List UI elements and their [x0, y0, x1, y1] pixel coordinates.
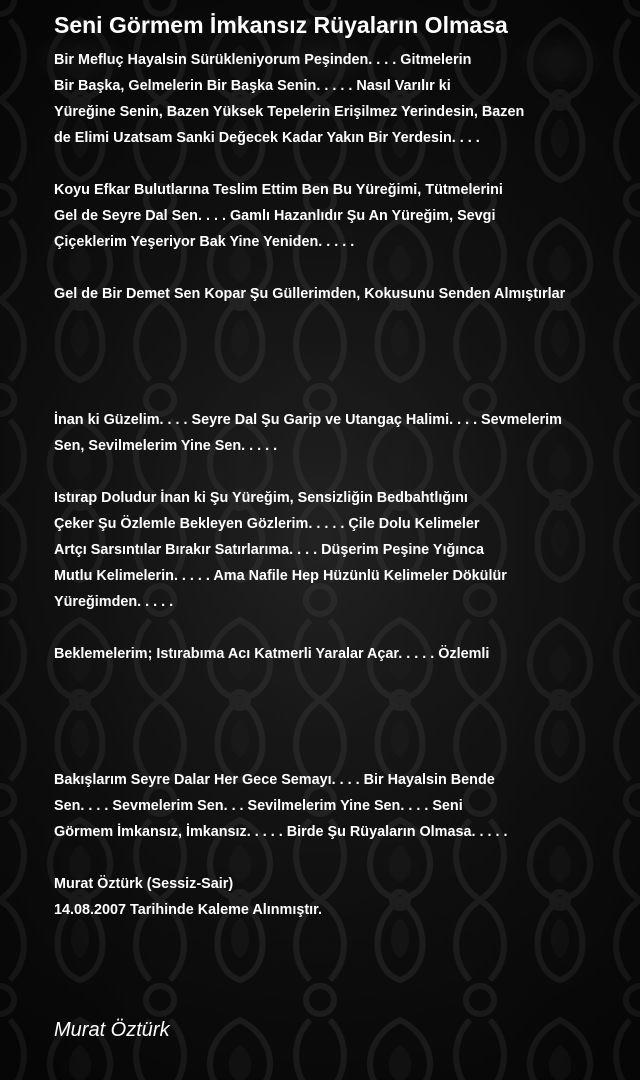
poem-line: Çeker Şu Özlemle Bekleyen Gözlerim. . . . . Çile Dolu Kelimeler [54, 516, 480, 532]
poem-line: Gel de Seyre Dal Sen. . . . Gamlı Hazanlıdır Şu An Yüreğim, Sevgi [54, 208, 496, 224]
poem-line: Koyu Efkar Bulutlarına Teslim Ettim Ben Bu Yüreğimi, Tütmelerini [54, 182, 503, 198]
poem-line: Mutlu Kelimelerin. . . . . Ama Nafile Hep Hüzünlü Kelimeler Dökülür [54, 568, 507, 584]
poem-line: Istırap Doludur İnan ki Şu Yüreğim, Sensizliğin Bedbahtlığını [54, 490, 468, 506]
poem-line: Görmem İmkansız, İmkansız. . . . . Birde Şu Rüyaların Olmasa. . . . . [54, 824, 508, 840]
poem-line: Çiçeklerim Yeşeriyor Bak Yine Yeniden. . . . . [54, 234, 355, 250]
poem-line: Sen. . . . Sevmelerim Sen. . . Sevilmelerim Yine Sen. . . . Seni [54, 798, 463, 814]
poem-line: Artçı Sarsıntılar Bırakır Satırlarıma. . . . Düşerim Peşine Yığınca [54, 542, 485, 558]
author-signature: Murat Öztürk [54, 1019, 170, 1041]
poem-author-credit: Murat Öztürk (Sessiz-Sair) [54, 876, 234, 892]
poem-line: Beklemelerim; Istırabıma Acı Katmerli Yaralar Açar. . . . . Özlemli [54, 646, 490, 662]
poem-line: Bir Başka, Gelmelerin Bir Başka Senin. . . . . Nasıl Varılır ki [54, 78, 451, 94]
poem-line: Bir Mefluç Hayalsin Sürükleniyorum Peşinden. . . . Gitmelerin [54, 52, 472, 68]
poem-line: de Elimi Uzatsam Sanki Değecek Kadar Yakın Bir Yerdesin. . . . [54, 130, 480, 146]
poem-line: İnan ki Güzelim. . . . Seyre Dal Şu Garip ve Utangaç Halimi. . . . Sevmelerim [54, 412, 562, 428]
poem-date-line: 14.08.2007 Tarihinde Kaleme Alınmıştır. [54, 902, 322, 918]
poem-title: Seni Görmem İmkansız Rüyaların Olmasa [54, 12, 508, 38]
poem-line: Yüreğine Senin, Bazen Yüksek Tepelerin Erişilmez Yerindesin, Bazen [54, 104, 525, 120]
poem-line: Gel de Bir Demet Sen Kopar Şu Güllerimden, Kokusunu Senden Almıştırlar [54, 286, 566, 302]
poem-line: Sen, Sevilmelerim Yine Sen. . . . . [54, 438, 278, 454]
poem-line: Yüreğimden. . . . . [54, 594, 174, 610]
poem-line: Bakışlarım Seyre Dalar Her Gece Semayı. . . . Bir Hayalsin Bende [54, 772, 495, 788]
